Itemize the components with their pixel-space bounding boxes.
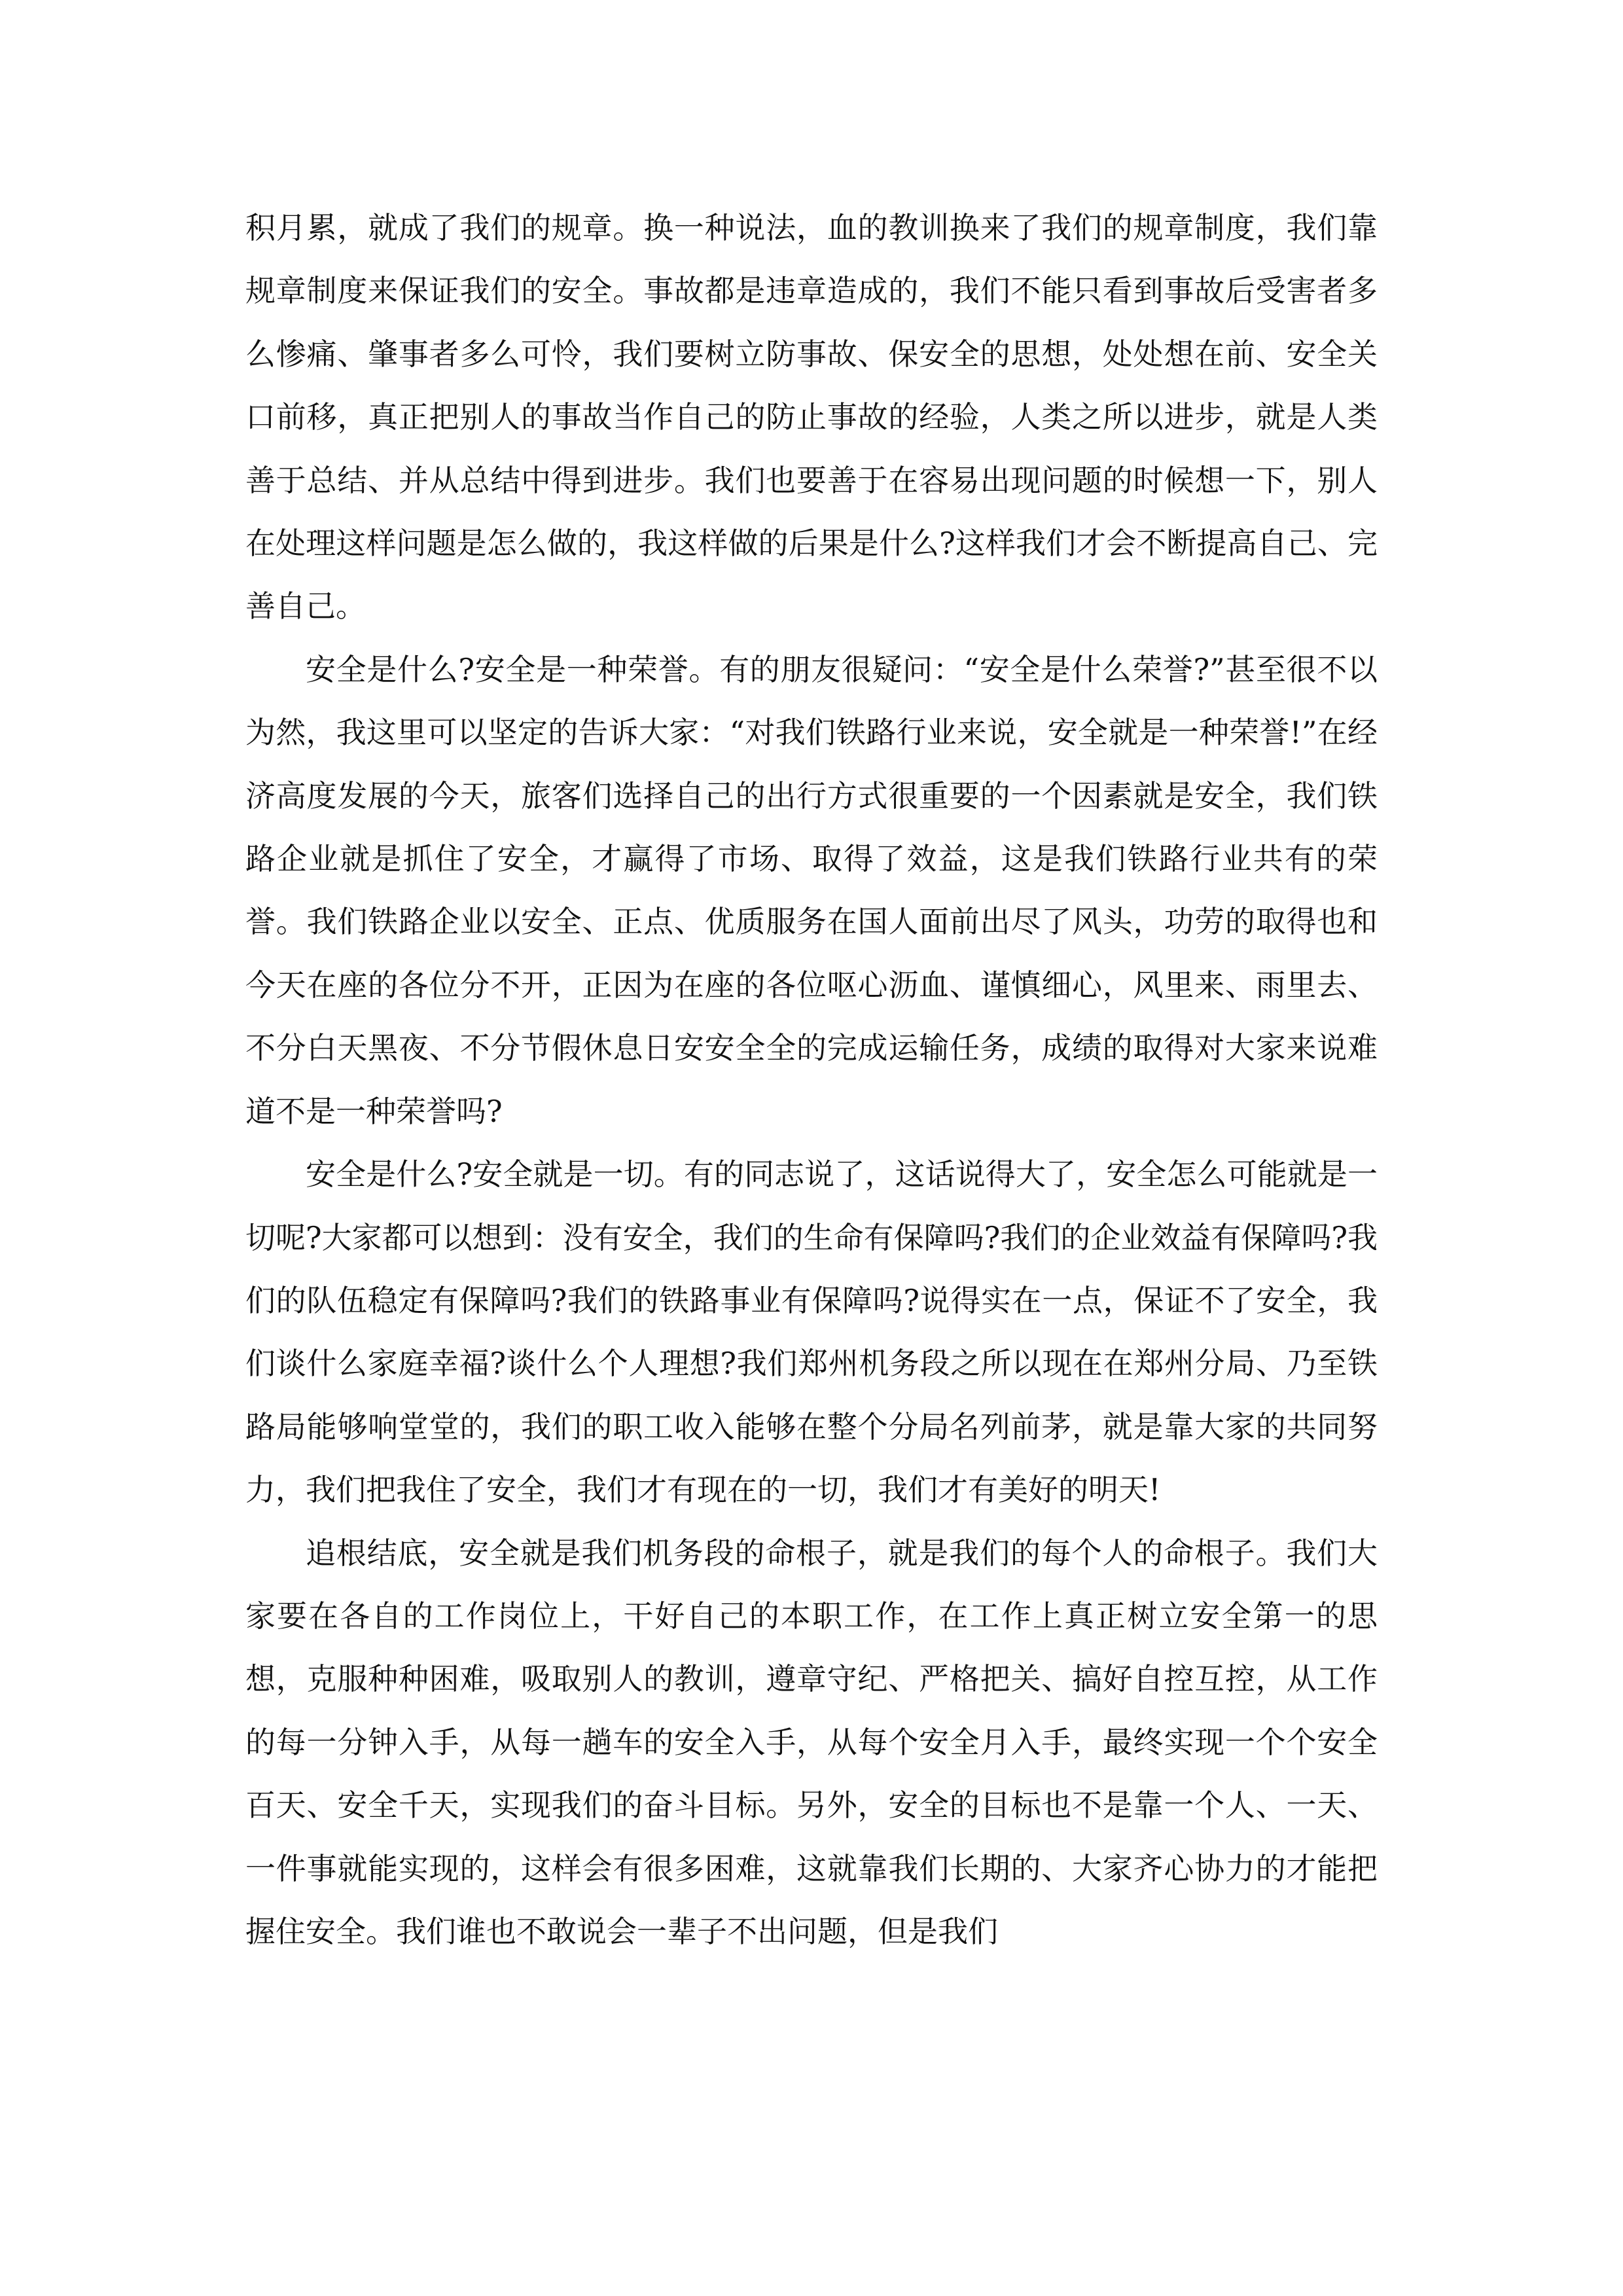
paragraph-continuation: 积月累，就成了我们的规章。换一种说法，血的教训换来了我们的规章制度，我们靠规章制度来保证我们的安全。事故都是违章造成的，我们不能只看到事故后受害者多么惨痛、肇事者多么可怜，我们要树立防事故、保安全的思想，处处想在前、安全关口前移，真正把别人的事故当作自己的防止事故的经验，人类之所以进步，就是人类善于总结、并从总结中得到进步。我们也要善于在容易出现问题的时候想一下，别人在处理这样问题是怎么做的，我这样做的后果是什么?这样我们才会不断提高自己、完善自己。 xyxy=(245,210,1378,624)
paragraph-safety-lifeline: 追根结底，安全就是我们机务段的命根子，就是我们的每个人的命根子。我们大家要在各自的工作岗位上，干好自己的本职工作，在工作上真正树立安全第一的思想，克服种种困难，吸取别人的教训，遵章守纪、严格把关、搞好自控互控，从工作的每一分钟入手，从每一趟车的安全入手，从每个安全月入手，最终实现一个个安全百天、安全千天，实现我们的奋斗目标。另外，安全的目标也不是靠一个人、一天、一件事就能实现的，这样会有很多困难，这就靠我们长期的、大家齐心协力的才能把握住安全。我们谁也不敢说会一辈子不出问题，但是我们 xyxy=(245,1535,1378,1949)
paragraph-safety-honor: 安全是什么?安全是一种荣誉。有的朋友很疑问：“安全是什么荣誉?”甚至很不以为然，我这里可以坚定的告诉大家：“对我们铁路行业来说，安全就是一种荣誉!”在经济高度发展的今天，旅客们选择自己的出行方式很重要的一个因素就是安全，我们铁路企业就是抓住了安全，才赢得了市场、取得了效益，这是我们铁路行业共有的荣誉。我们铁路企业以安全、正点、优质服务在国人面前出尽了风头，功劳的取得也和今天在座的各位分不开，正因为在座的各位呕心沥血、谨慎细心，风里来、雨里去、不分白天黑夜、不分节假休息日安安全全的完成运输任务，成绩的取得对大家来说难道不是一种荣誉吗? xyxy=(245,651,1378,1129)
paragraph-safety-everything: 安全是什么?安全就是一切。有的同志说了，这话说得大了，安全怎么可能就是一切呢?大家都可以想到：没有安全，我们的生命有保障吗?我们的企业效益有保障吗?我们的队伍稳定有保障吗?我们的铁路事业有保障吗?说得实在一点，保证不了安全，我们谈什么家庭幸福?谈什么个人理想?我们郑州机务段之所以现在在郑州分局、乃至铁路局能够响堂堂的，我们的职工收入能够在整个分局名列前茅，就是靠大家的共同努力，我们把我住了安全，我们才有现在的一切，我们才有美好的明天! xyxy=(245,1157,1378,1508)
body-text xyxy=(245,196,1378,1963)
